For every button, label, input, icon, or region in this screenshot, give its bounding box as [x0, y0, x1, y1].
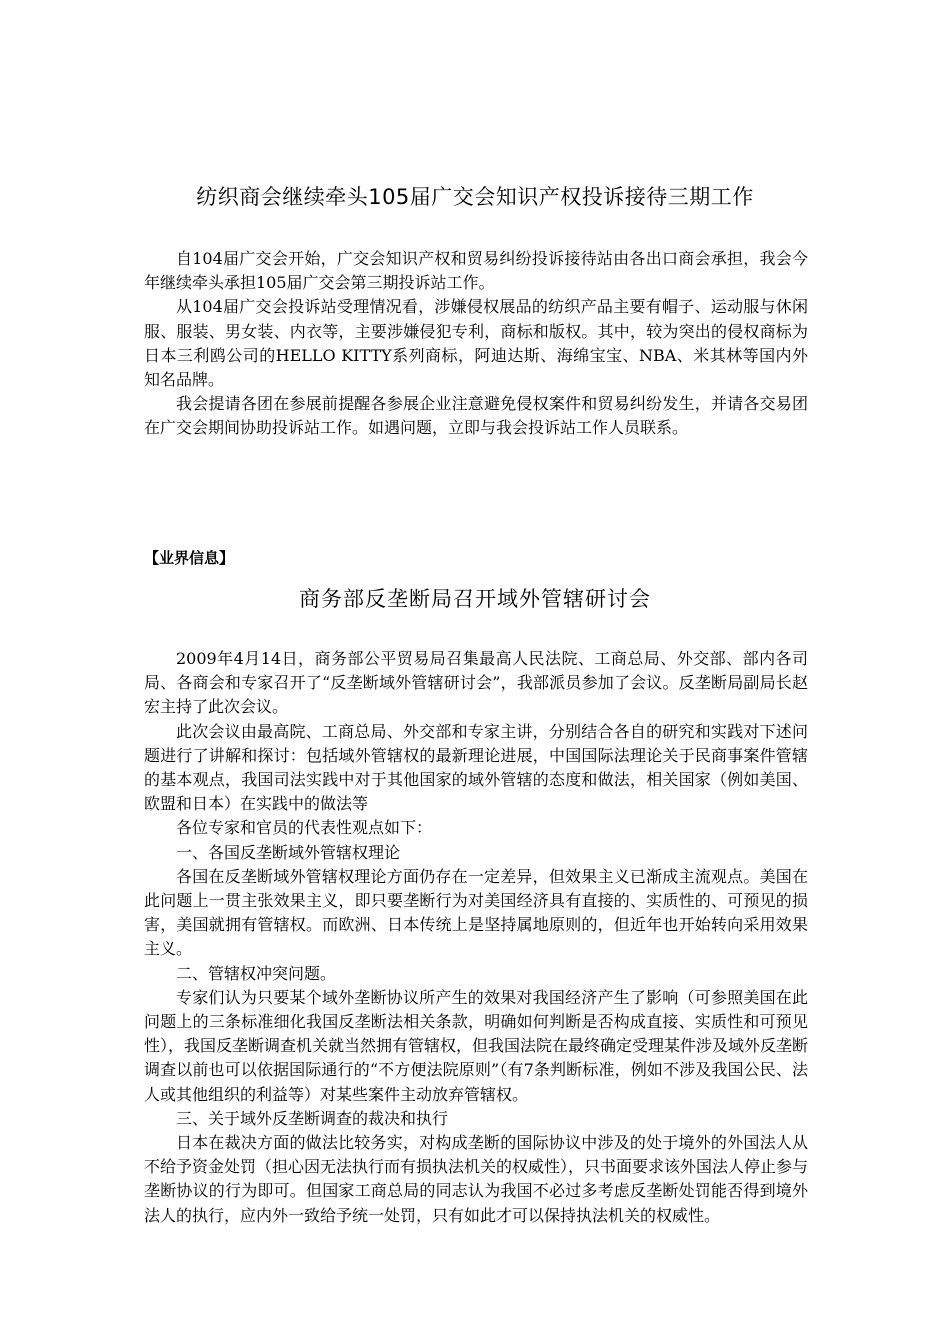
article-2-paragraph: 专家们认为只要某个域外垄断协议所产生的效果对我国经济产生了影响（可参照美国在此问题上的三条标准细化我国反垄断法相关条款，明确如何判断是否构成直接、实质性和可预见性），我国反垄断调查机关就当然拥有管辖权，但我国法院在最终确定受理某件涉及域外反垄断调查以前也可以依据国际通行的“不方便法院原则”（有7条判断标准，例如不涉及我国公民、法人或其他组织的利益等）对某些案件主动放弃管辖权。: [144, 987, 809, 1104]
article-1-paragraph: 从104届广交会投诉站受理情况看，涉嫌侵权展品的纺织产品主要有帽子、运动服与休闲服、服装、男女装、内衣等，主要涉嫌侵犯专利，商标和版权。其中，较为突出的侵权商标为日本三利鸥公司的HELLO KITTY系列商标，阿迪达斯、海绵宝宝、NBA、米其林等国内外知名品牌。: [144, 297, 808, 390]
article-1-body: [144, 247, 808, 441]
article-1-title: 纺织商会继续牵头105届广交会知识产权投诉接待三期工作: [196, 185, 754, 209]
article-2-paragraph: 各位专家和官员的代表性观点如下：: [176, 818, 433, 838]
article-2-title: 商务部反垄断局召开域外管辖研讨会: [299, 587, 651, 611]
article-1-paragraph: 我会提请各团在参展前提醒各参展企业注意避免侵权案件和贸易纠纷发生，并请各交易团在广交会期间协助投诉站工作。如遇问题，立即与我会投诉站工作人员联系。: [144, 394, 808, 438]
article-2-paragraph: 2009年4月14日，商务部公平贸易局召集最高人民法院、工商总局、外交部、部内各司局、各商会和专家召开了“反垄断域外管辖研讨会”，我部派员参加了会议。反垄断局副局长赵宏主持了此次会议。: [144, 649, 808, 717]
article-2-paragraph: 各国在反垄断域外管辖权理论方面仍存在一定差异，但效果主义已渐成主流观点。美国在此问题上一贯主张效果主义，即只要垄断行为对美国经济具有直接的、实质性的、可预见的损害，美国就拥有管辖权。而欧洲、日本传统上是坚持属地原则的，但近年也开始转向采用效果主义。: [144, 866, 808, 959]
article-2-heading: 三、关于域外反垄断调查的裁决和执行: [176, 1108, 449, 1128]
article-2-body: [144, 647, 808, 1228]
article-1-paragraph: 自104届广交会开始，广交会知识产权和贸易纠纷投诉接待站由各出口商会承担，我会今年继续牵头承担105届广交会第三期投诉站工作。: [144, 249, 808, 293]
section-label-industry-info: 【业界信息】: [144, 549, 235, 567]
article-2-heading: 一、各国反垄断域外管辖权理论: [176, 842, 401, 862]
article-2-paragraph: 日本在裁决方面的做法比较务实，对构成垄断的国际协议中涉及的处于境外的外国法人从不给予资金处罚（担心因无法执行而有损执法机关的权威性），只书面要求该外国法人停止参与垄断协议的行为即可。但国家工商总局的同志认为我国不必过多考虑反垄断处罚能否得到境外法人的执行，应内外一致给予统一处罚，只有如此才可以保持执法机关的权威性。: [144, 1133, 809, 1225]
article-2-paragraph: 此次会议由最高院、工商总局、外交部和专家主讲，分别结合各自的研究和实践对下述问题进行了讲解和探讨：包括域外管辖权的最新理论进展，中国国际法理论关于民商事案件管辖的基本观点，我国司法实践中对于其他国家的域外管辖的态度和做法，相关国家（例如美国、欧盟和日本）在实践中的做法等: [144, 721, 808, 814]
article-2-heading: 二、管辖权冲突问题。: [176, 963, 337, 983]
